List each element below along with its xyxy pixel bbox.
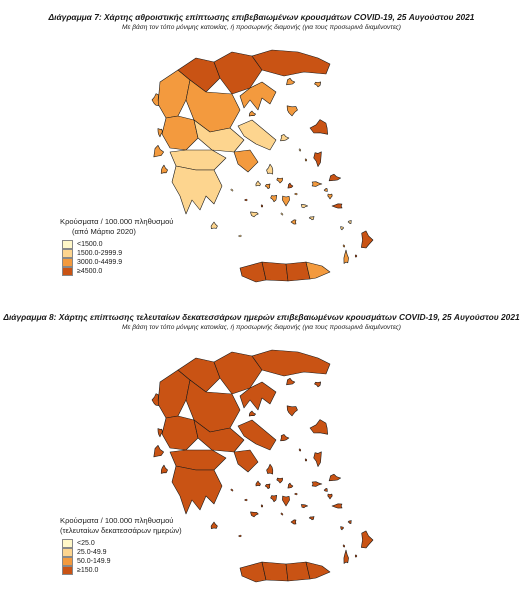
map-subtitle: Με βάση τον τόπο μόνιμης κατοικίας, ή προσωρινής διαμονής (για τους προσωρινά διαμένοντες) bbox=[122, 24, 401, 31]
region-epirus bbox=[158, 370, 190, 418]
island-kythira bbox=[211, 522, 217, 529]
island-kos bbox=[332, 204, 342, 208]
island-syros bbox=[265, 484, 270, 489]
island-astypalaia bbox=[309, 517, 314, 520]
islet bbox=[281, 213, 283, 215]
legend-swatch bbox=[62, 267, 73, 276]
island-corfu bbox=[152, 394, 159, 406]
island-zante bbox=[161, 465, 167, 473]
islet bbox=[238, 535, 241, 537]
island-andros bbox=[267, 464, 273, 474]
islet bbox=[299, 449, 301, 451]
island-mykonos bbox=[288, 183, 293, 188]
island-andros bbox=[267, 164, 273, 174]
legend-swatch bbox=[62, 557, 73, 566]
island-lemnos bbox=[287, 106, 297, 116]
islet bbox=[261, 205, 263, 207]
map-legend bbox=[60, 516, 182, 575]
legend-swatch bbox=[62, 249, 73, 258]
island-amorgos bbox=[301, 505, 308, 508]
island-tilos bbox=[341, 227, 344, 230]
map-legend bbox=[60, 217, 173, 276]
island-karpathos bbox=[344, 250, 349, 264]
island-symi bbox=[348, 221, 351, 224]
island-santorini bbox=[291, 220, 296, 224]
island-kythnos bbox=[256, 181, 261, 186]
islet bbox=[305, 159, 307, 161]
island-zante bbox=[161, 165, 167, 173]
island-skiathos bbox=[249, 411, 255, 416]
island-ikaria bbox=[312, 182, 322, 187]
island-naxos bbox=[282, 196, 289, 206]
island-lefkada bbox=[158, 429, 163, 437]
legend-title: Κρούσματα / 100.000 πληθυσμού bbox=[60, 516, 174, 525]
islet bbox=[305, 459, 307, 461]
legend-label: 25.0-49.9 bbox=[77, 548, 107, 556]
island-naxos bbox=[282, 496, 289, 506]
legend-label: <1500.0 bbox=[77, 240, 103, 248]
region-attica bbox=[234, 450, 258, 472]
island-mykonos bbox=[288, 483, 293, 488]
map-title: Διάγραμμα 7: Χάρτης αθροιστικής επίπτωσης επιβεβαιωμένων κρουσμάτων COVID-19, 25 Αυγούστου 2021 bbox=[48, 12, 475, 22]
island-kos bbox=[332, 504, 342, 508]
island-lemnos bbox=[287, 406, 297, 416]
island-samothraki bbox=[315, 82, 321, 87]
islet bbox=[238, 235, 241, 237]
legend-label: <25.0 bbox=[77, 539, 95, 547]
island-kalymnos bbox=[328, 194, 332, 199]
island-tilos bbox=[341, 527, 344, 530]
region-evia bbox=[238, 120, 276, 150]
legend-label: 50.0-149.9 bbox=[77, 557, 111, 565]
island-kythnos bbox=[256, 481, 261, 486]
map-panel-14day bbox=[0, 300, 523, 600]
region-crete-0 bbox=[240, 262, 266, 282]
island-lefkada bbox=[158, 129, 163, 137]
legend-swatch bbox=[62, 240, 73, 249]
island-santorini bbox=[291, 520, 296, 524]
islet bbox=[231, 489, 233, 491]
islet bbox=[355, 255, 357, 257]
island-lesvos bbox=[310, 420, 328, 435]
island-tinos bbox=[277, 178, 283, 183]
island-corfu bbox=[152, 94, 159, 106]
region-crete-1 bbox=[262, 262, 288, 281]
island-skyros bbox=[281, 434, 289, 440]
island-skiathos bbox=[249, 111, 255, 116]
region-evia bbox=[238, 420, 276, 450]
island-amorgos bbox=[301, 205, 308, 208]
island-kalymnos bbox=[328, 494, 332, 499]
island-tinos bbox=[277, 478, 283, 483]
legend-swatch bbox=[62, 548, 73, 557]
region-crete-3 bbox=[306, 562, 330, 579]
island-syros bbox=[265, 184, 270, 189]
legend-swatch bbox=[62, 539, 73, 548]
region-thrace bbox=[252, 350, 330, 376]
region-wgreece bbox=[162, 416, 198, 450]
island-kythira bbox=[211, 222, 217, 229]
island-thasos bbox=[287, 378, 295, 385]
legend-label: ≥150.0 bbox=[77, 566, 99, 574]
map-title: Διάγραμμα 8: Χάρτης επίπτωσης τελευταίων δεκατεσσάρων ημερών επιβεβαιωμένων κρουσμάτων COVID-19, 25 Αυγούστου 2021 bbox=[3, 312, 520, 322]
legend-item bbox=[62, 566, 182, 575]
legend-subtitle: (από Μάρτιο 2020) bbox=[72, 227, 136, 236]
islet bbox=[343, 545, 345, 547]
legend-subtitle: (τελευταίων δεκατεσσάρων ημερών) bbox=[60, 526, 182, 535]
island-samothraki bbox=[315, 382, 321, 387]
legend-swatch bbox=[62, 566, 73, 575]
region-spelo bbox=[172, 466, 222, 514]
island-lesvos bbox=[310, 120, 328, 135]
islet bbox=[355, 555, 357, 557]
island-paros bbox=[271, 195, 277, 202]
islet bbox=[294, 493, 297, 495]
island-thasos bbox=[287, 78, 295, 85]
island-ikaria bbox=[312, 482, 322, 487]
islet bbox=[294, 193, 297, 195]
legend-label: 1500.0-2999.9 bbox=[77, 249, 123, 257]
island-paros bbox=[271, 495, 277, 502]
region-crete-1 bbox=[262, 562, 288, 581]
region-attica bbox=[234, 150, 258, 172]
island-milos bbox=[251, 512, 259, 517]
island-chios bbox=[314, 152, 322, 167]
region-spelo bbox=[172, 166, 222, 214]
island-samos bbox=[329, 474, 341, 481]
island-chios bbox=[314, 452, 322, 467]
region-thrace bbox=[252, 50, 330, 76]
island-leros bbox=[324, 188, 327, 191]
legend-item bbox=[62, 267, 173, 276]
island-kefal bbox=[154, 145, 164, 157]
map-subtitle: Με βάση τον τόπο μόνιμης κατοικίας, ή προσωρινής διαμονής (για τους προσωρινά διαμένοντες) bbox=[122, 324, 401, 331]
region-epirus bbox=[158, 70, 190, 118]
islet bbox=[261, 505, 263, 507]
island-astypalaia bbox=[309, 217, 314, 220]
islet bbox=[231, 189, 233, 191]
legend-swatch bbox=[62, 258, 73, 267]
island-leros bbox=[324, 488, 327, 491]
islet bbox=[244, 499, 247, 501]
region-wgreece bbox=[162, 116, 198, 150]
islet bbox=[343, 245, 345, 247]
region-crete-3 bbox=[306, 262, 330, 279]
island-symi bbox=[348, 521, 351, 524]
legend-label: 3000.0-4499.9 bbox=[77, 258, 123, 266]
island-karpathos bbox=[344, 550, 349, 564]
island-kefal bbox=[154, 445, 164, 457]
island-samos bbox=[329, 174, 341, 181]
island-milos bbox=[251, 212, 259, 217]
island-skyros bbox=[281, 134, 289, 140]
island-rhodes bbox=[361, 531, 373, 548]
islet bbox=[299, 149, 301, 151]
islet bbox=[281, 513, 283, 515]
legend-title: Κρούσματα / 100.000 πληθυσμού bbox=[60, 217, 174, 226]
island-rhodes bbox=[361, 231, 373, 248]
islet bbox=[244, 199, 247, 201]
region-crete-0 bbox=[240, 562, 266, 582]
legend-label: ≥4500.0 bbox=[77, 267, 103, 275]
